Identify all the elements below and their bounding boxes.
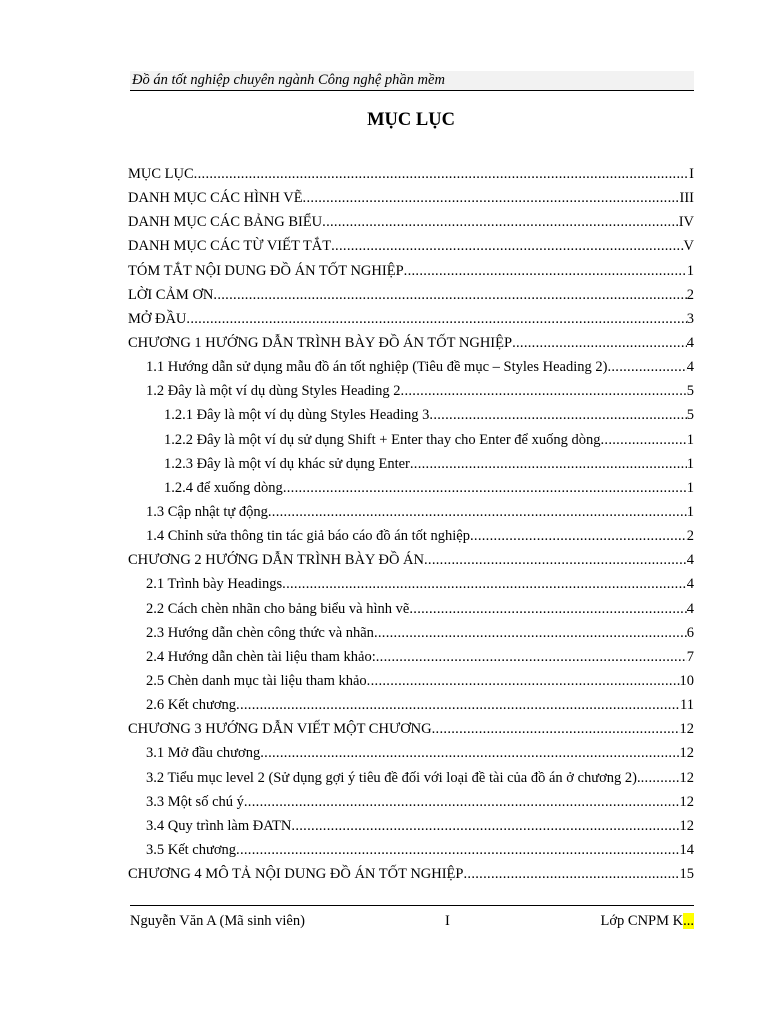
toc-entry-page: 11 [680, 697, 694, 714]
toc-entry-text: 1.2.2 Đây là một ví dụ sử dụng Shift + Enter thay cho Enter để xuống dòng [164, 431, 601, 448]
toc-entry-page: 1 [686, 503, 694, 520]
toc-entry[interactable] [128, 452, 694, 476]
page-title: MỤC LỤC [367, 110, 455, 130]
footer-class-prefix: Lớp CNPM K [600, 913, 684, 929]
toc-entry-page: 4 [686, 359, 694, 376]
toc-entry-page: 7 [686, 648, 694, 665]
toc-entry-text: DANH MỤC CÁC HÌNH VẼ [128, 190, 303, 207]
toc-leader-dots [376, 645, 687, 669]
toc-entry-page: 12 [679, 817, 694, 834]
toc-entry[interactable] [128, 524, 694, 548]
toc-entry[interactable] [128, 283, 694, 307]
toc-entry-text: 1.2.1 Đây là một ví dụ dùng Styles Heading 3 [164, 407, 430, 424]
toc-entry-page: 14 [679, 841, 694, 858]
toc-entry[interactable] [128, 741, 694, 765]
toc-entry-text: DANH MỤC CÁC BẢNG BIỂU [128, 214, 323, 231]
toc-entry[interactable] [128, 355, 694, 379]
toc-leader-dots [268, 500, 687, 524]
toc-entry-page: 1 [686, 431, 694, 448]
toc-entry-text: CHƯƠNG 2 HƯỚNG DẪN TRÌNH BÀY ĐỒ ÁN [128, 552, 424, 569]
toc-entry-text: 1.2.4 để xuống dòng [164, 479, 283, 496]
toc-leader-dots [282, 572, 687, 596]
toc-leader-dots [600, 428, 686, 452]
toc-entry-page: I [689, 166, 694, 182]
toc-entry-text: 1.2.3 Đây là một ví dụ khác sử dụng Enter [164, 455, 410, 472]
toc-entry-text: 3.3 Một số chú ý [146, 793, 244, 810]
toc-entry[interactable] [128, 790, 694, 814]
toc-entry-text: 1.3 Cập nhật tự động [146, 503, 268, 520]
toc-entry-text: CHƯƠNG 1 HƯỚNG DẪN TRÌNH BÀY ĐỒ ÁN TỐT NGHIỆP [128, 334, 513, 351]
toc-entry[interactable] [128, 717, 694, 741]
toc-entry-page: 2 [686, 286, 694, 303]
toc-leader-dots [429, 403, 686, 427]
toc-entry[interactable] [128, 476, 694, 500]
toc-entry-text: 3.2 Tiểu mục level 2 (Sử dụng gợi ý tiêu đề đối với loại đề tài của đồ án ở chương 2). [146, 769, 641, 786]
toc-entry-page: 4 [686, 576, 694, 593]
toc-entry-page: IV [678, 214, 694, 231]
table-of-contents [128, 162, 694, 886]
toc-entry-page: 1 [686, 455, 694, 472]
toc-entry[interactable] [128, 766, 694, 790]
toc-entry-page: 5 [686, 407, 694, 424]
toc-leader-dots [291, 814, 679, 838]
toc-entry[interactable] [128, 162, 694, 186]
toc-entry-page: 12 [679, 769, 694, 786]
running-header-text: Đồ án tốt nghiệp chuyên ngành Công nghệ phần mềm [132, 72, 445, 88]
toc-leader-dots [213, 283, 686, 307]
toc-entry-page: 4 [686, 600, 694, 617]
toc-entry-text: CHƯƠNG 3 HƯỚNG DẪN VIẾT MỘT CHƯƠNG [128, 721, 432, 738]
toc-entry-page: 12 [679, 793, 694, 810]
footer-class-highlight: ... [683, 913, 694, 929]
toc-leader-dots [283, 476, 687, 500]
toc-entry-text: LỜI CẢM ƠN [128, 286, 214, 303]
toc-entry[interactable] [128, 621, 694, 645]
toc-entry-text: DANH MỤC CÁC TỪ VIẾT TẮT [128, 238, 332, 255]
toc-leader-dots [331, 234, 683, 258]
toc-entry[interactable] [128, 645, 694, 669]
toc-entry-page: 12 [679, 745, 694, 762]
toc-leader-dots [186, 307, 686, 331]
toc-entry[interactable] [128, 379, 694, 403]
toc-entry[interactable] [128, 597, 694, 621]
toc-leader-dots [404, 259, 687, 283]
toc-entry-page: 4 [686, 552, 694, 569]
toc-entry-text: CHƯƠNG 4 MÔ TẢ NỘI DUNG ĐỒ ÁN TỐT NGHIỆP [128, 866, 464, 883]
toc-entry-text: 2.5 Chèn danh mục tài liệu tham khảo [146, 672, 367, 689]
toc-entry[interactable] [128, 307, 694, 331]
toc-entry-text: 3.4 Quy trình làm ĐATN [146, 817, 292, 834]
toc-entry-text: 1.1 Hướng dẫn sử dụng mẫu đồ án tốt nghiệp (Tiêu đề mục – Styles Heading 2) [146, 359, 608, 376]
toc-leader-dots [236, 693, 680, 717]
toc-entry-text: MỤC LỤC [128, 166, 194, 182]
toc-entry-page: 12 [679, 721, 694, 738]
toc-entry-text: 2.2 Cách chèn nhãn cho bảng biểu và hình vẽ [146, 600, 410, 617]
footer-page-number: I [445, 913, 450, 929]
toc-entry-page: 1 [686, 479, 694, 496]
toc-entry-page: 5 [686, 383, 694, 400]
toc-leader-dots [194, 162, 689, 186]
toc-entry-page: 4 [686, 334, 694, 351]
toc-entry[interactable] [128, 693, 694, 717]
toc-entry-text: TÓM TẮT NỘI DUNG ĐỒ ÁN TỐT NGHIỆP [128, 262, 404, 279]
running-header [130, 71, 694, 91]
toc-leader-dots [260, 741, 679, 765]
toc-entry[interactable] [128, 259, 694, 283]
toc-entry[interactable] [128, 234, 694, 258]
toc-entry-page: 15 [679, 866, 694, 883]
toc-leader-dots [607, 355, 686, 379]
toc-entry[interactable] [128, 862, 694, 886]
toc-leader-dots [236, 838, 679, 862]
toc-entry-text: 3.1 Mở đầu chương [146, 745, 261, 762]
toc-leader-dots [244, 790, 680, 814]
toc-entry[interactable] [128, 403, 694, 427]
toc-entry[interactable] [128, 572, 694, 596]
toc-entry[interactable] [128, 548, 694, 572]
toc-entry-page: 2 [686, 528, 694, 545]
toc-entry-text: 2.4 Hướng dẫn chèn tài liệu tham khảo: [146, 648, 376, 665]
toc-entry-text: 2.3 Hướng dẫn chèn công thức và nhãn [146, 624, 374, 641]
toc-leader-dots [410, 452, 687, 476]
toc-leader-dots [367, 669, 680, 693]
toc-entry-page: 10 [679, 672, 694, 689]
toc-entry[interactable] [128, 428, 694, 452]
toc-leader-dots [303, 186, 680, 210]
toc-entry-page: 3 [686, 310, 694, 327]
page-footer [130, 905, 694, 930]
toc-entry-text: 1.2 Đây là một ví dụ dùng Styles Heading 2 [146, 383, 401, 400]
toc-entry-text: 2.1 Trình bày Headings [146, 576, 283, 593]
toc-leader-dots [463, 862, 679, 886]
toc-entry[interactable] [128, 500, 694, 524]
toc-entry-text: 3.5 Kết chương [146, 841, 237, 858]
toc-entry[interactable] [128, 838, 694, 862]
toc-entry[interactable] [128, 186, 694, 210]
toc-leader-dots [512, 331, 687, 355]
toc-leader-dots [470, 524, 687, 548]
toc-entry-page: V [683, 238, 694, 255]
toc-leader-dots [432, 717, 680, 741]
toc-entry[interactable] [128, 814, 694, 838]
toc-entry[interactable] [128, 331, 694, 355]
toc-entry-page: 1 [686, 262, 694, 279]
toc-leader-dots [322, 210, 679, 234]
toc-leader-dots [424, 548, 687, 572]
toc-leader-dots [409, 597, 686, 621]
toc-leader-dots [641, 766, 680, 790]
toc-entry-page: III [679, 190, 694, 207]
footer-class [601, 913, 694, 930]
toc-entry-text: 2.6 Kết chương [146, 697, 237, 714]
toc-entry-page: 6 [686, 624, 694, 641]
footer-author: Nguyễn Văn A (Mã sinh viên) [130, 913, 305, 929]
toc-entry-text: 1.4 Chỉnh sửa thông tin tác giả báo cáo đồ án tốt nghiệp [146, 528, 470, 545]
toc-entry-text: MỞ ĐẦU [128, 310, 187, 327]
toc-leader-dots [401, 379, 687, 403]
toc-entry[interactable] [128, 669, 694, 693]
toc-entry[interactable] [128, 210, 694, 234]
toc-leader-dots [374, 621, 687, 645]
